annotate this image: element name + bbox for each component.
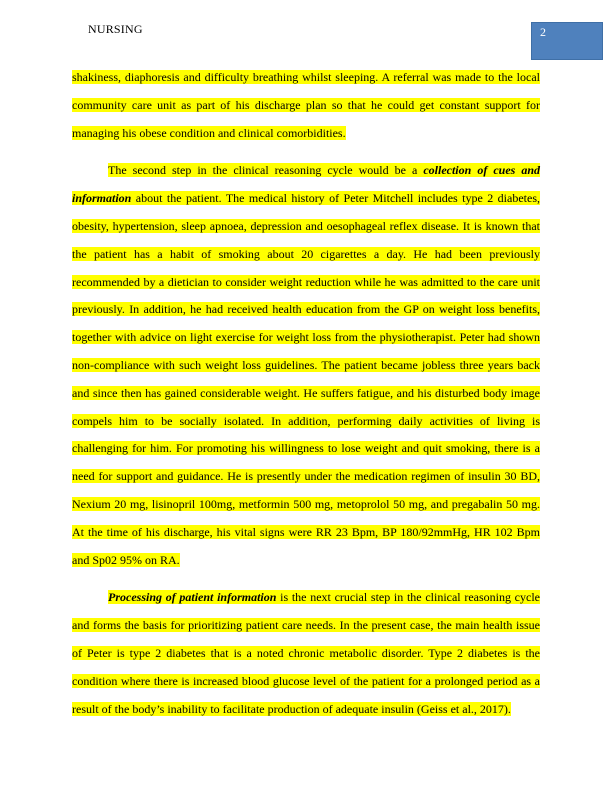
document-body (72, 64, 540, 733)
paragraph-3-emphasis: Processing of patient information (108, 590, 277, 605)
page-number-box (531, 22, 603, 60)
paragraph-2-lead: The second step in the clinical reasoning cycle would be a (108, 163, 424, 178)
paragraph-2 (72, 157, 540, 574)
paragraph-1 (72, 64, 540, 147)
running-header: NURSING (88, 22, 143, 36)
paragraph-2-text: about the patient. The medical history of Peter Mitchell includes type 2 diabetes, obesity, hypertension, sleep apnoea, depression and oesophageal reflex disease. It is known that the patient has a habit of smoking about 20 cigarettes a day. He had been previously recommended by a dietician to consider weight reduction while he was admitted to the care unit previously. In addition, he had received health education from the GP on weight loss benefits, together with advice on light exercise for weight loss from the physiotherapist. Peter had shown non-compliance with such weight loss guidelines. The patient became jobless three years back and since then has gained considerable weight. He suffers fatigue, and his disturbed body image compels him to be socially isolated. In addition, performing daily activities of living is challenging for him. For promoting his willingness to lose weight and quit smoking, there is a need for support and guidance. He is presently under the medication regimen of insulin 30 BD, Nexium 20 mg, lisinopril 100mg, metformin 500 mg, metoprolol 50 mg, and pregabalin 50 mg. At the time of his discharge, his vital signs were RR 23 Bpm, BP 180/92mmHg, HR 102 Bpm and Sp02 95% on RA. (72, 191, 540, 567)
page-number: 2 (540, 25, 546, 39)
paragraph-3-text: is the next crucial step in the clinical reasoning cycle and forms the basis for prioritizing patient care needs. In the present case, the main health issue of Peter is type 2 diabetes that is a noted chronic metabolic disorder. Type 2 diabetes is the condition where there is increased blood glucose level of the patient for a prolonged period as a result of the body’s inability to facilitate production of adequate insulin (Geiss et al., 2017). (72, 590, 540, 716)
paragraph-1-text: shakiness, diaphoresis and difficulty breathing whilst sleeping. A referral was made to the local community care unit as part of his discharge plan so that he could get constant support for managing his obese condition and clinical comorbidities. (72, 70, 540, 140)
paragraph-2-emphasis: collection of cues and information (72, 163, 541, 206)
paragraph-3 (72, 584, 540, 723)
